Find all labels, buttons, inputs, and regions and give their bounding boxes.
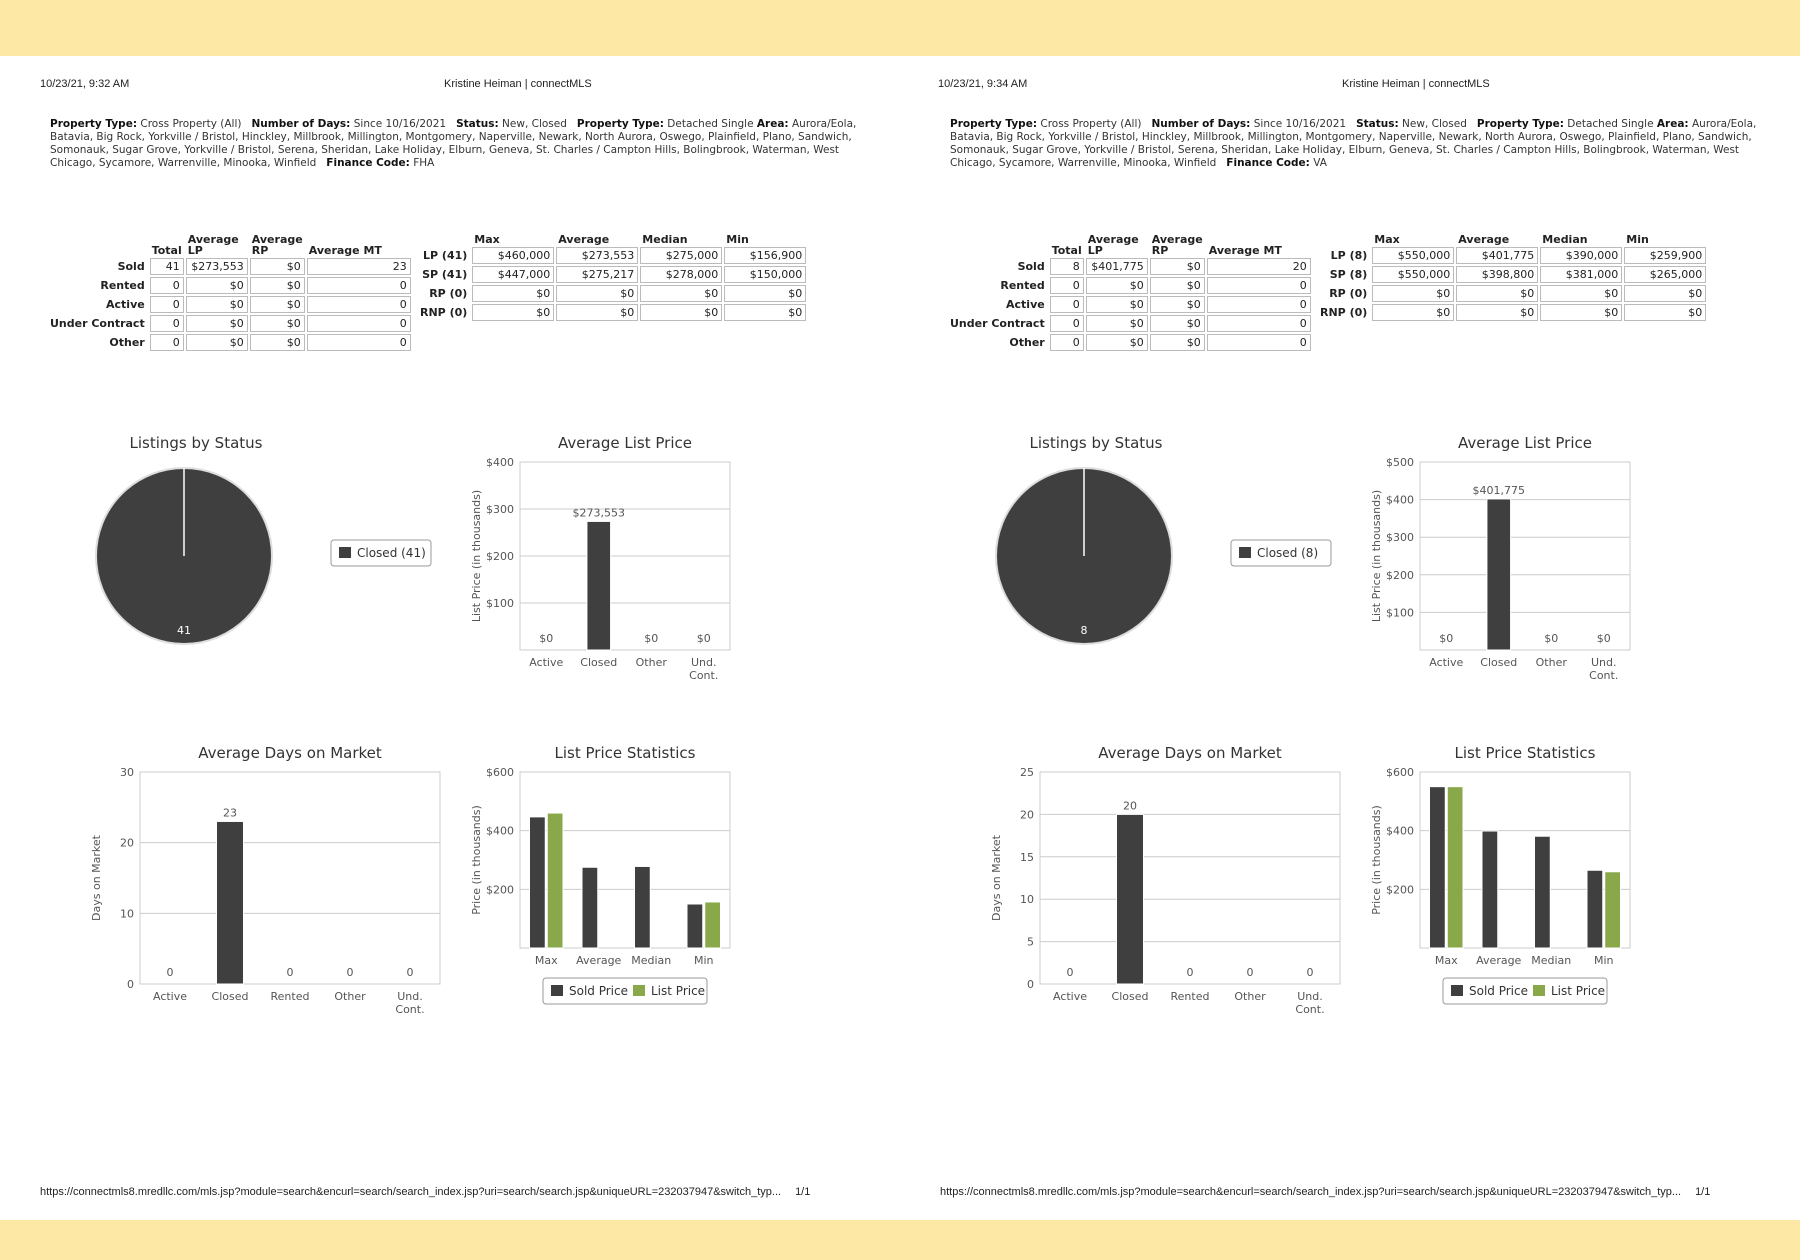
table-cell: $0 (1086, 296, 1148, 313)
criteria-label: Status: (456, 118, 499, 130)
table-cell: 20 (1207, 258, 1311, 275)
bar (547, 813, 563, 948)
x-tick-label: Closed (1111, 990, 1149, 1003)
table-cell: $0 (186, 334, 248, 351)
criteria-value: Detached Single (1567, 118, 1654, 130)
row-label: LP (41) (423, 249, 468, 262)
criteria-value: Detached Single (667, 118, 754, 130)
y-tick-label: $200 (486, 883, 514, 897)
bar (217, 821, 244, 984)
table-cell: $275,000 (640, 247, 722, 264)
footer-url: https://connectmls8.mredllc.com/mls.jsp?module=search&encurl=search/search_index.jsp?uri=search/search.jsp&uniqueURL=232037947&switch_typ... (40, 1186, 782, 1198)
table-cell: $0 (1540, 304, 1622, 321)
table-cell: $273,553 (186, 258, 248, 275)
data-label: $0 (539, 632, 554, 645)
table-cell: $550,000 (1372, 266, 1454, 283)
bar (1447, 787, 1463, 948)
criteria-label: Property Type: (950, 118, 1038, 130)
x-tick-label: Und. Cont. (1295, 990, 1325, 1016)
x-tick-label: Active (1429, 656, 1464, 669)
criteria-value: New, Closed (1402, 118, 1467, 130)
data-label: 0 (406, 966, 414, 979)
table-cell: 0 (150, 334, 184, 351)
x-tick-label: Other (334, 990, 366, 1003)
table-row (420, 266, 806, 283)
table-cell: $0 (1540, 285, 1622, 302)
table-cell: $0 (556, 304, 638, 321)
criteria-value: FHA (413, 157, 435, 169)
column-header: Average RP (251, 233, 303, 257)
table-cell: $0 (1150, 334, 1205, 351)
y-axis-label: Days on Market (990, 835, 1003, 921)
table-row (1320, 285, 1706, 302)
column-header: Average MT (308, 244, 382, 257)
table-cell: $0 (1372, 285, 1454, 302)
table-cell: $0 (250, 315, 305, 332)
report-page-left (0, 56, 900, 1220)
bar (687, 904, 703, 948)
y-tick-label: $200 (486, 550, 514, 563)
legend-label: Closed (8) (1257, 546, 1319, 560)
legend-label: List Price (651, 984, 706, 998)
row-label: RNP (0) (1320, 306, 1368, 319)
chart-title: Average Days on Market (198, 744, 382, 762)
y-tick-label: 15 (1020, 850, 1034, 864)
data-label: 0 (1246, 966, 1254, 979)
table-row (420, 285, 806, 302)
y-axis-label: Days on Market (90, 835, 103, 921)
status-summary-table (948, 232, 1313, 353)
y-tick-label: $400 (486, 824, 514, 838)
bar (1430, 787, 1446, 948)
pie-slice-label: 8 (1080, 624, 1088, 637)
chart-title: Listings by Status (129, 434, 263, 452)
table-row (950, 334, 1311, 351)
y-axis-label: List Price (in thousands) (1370, 489, 1383, 623)
plot-border (140, 772, 440, 984)
data-label: $401,775 (1472, 483, 1525, 497)
criteria-value: VA (1313, 157, 1327, 169)
print-site: Kristine Heiman | connectMLS (444, 78, 592, 90)
x-tick-label: Average (576, 954, 622, 967)
table-row (950, 258, 1311, 275)
table-cell: $550,000 (1372, 247, 1454, 264)
row-label: Other (1009, 336, 1045, 349)
bar (1605, 872, 1621, 948)
page-number: 1/1 (1695, 1186, 1711, 1198)
table-cell: 0 (307, 296, 411, 313)
row-label: Active (1006, 298, 1045, 311)
table-cell: $0 (250, 334, 305, 351)
table-cell: $156,900 (724, 247, 806, 264)
y-tick-label: $200 (1386, 883, 1414, 897)
column-header: Min (1626, 233, 1649, 246)
row-label: Sold (1017, 260, 1045, 273)
criteria-label: Area: (1656, 118, 1689, 130)
legend-swatch (339, 547, 351, 558)
column-header: Average RP (1151, 233, 1203, 257)
x-tick-label: Closed (580, 656, 618, 669)
table-cell: 0 (150, 277, 184, 294)
table-cell: $273,553 (556, 247, 638, 264)
footer-url: https://connectmls8.mredllc.com/mls.jsp?module=search&encurl=search/search_index.jsp?uri=search/search.jsp&uniqueURL=232037947&switch_typ... (940, 1186, 1682, 1198)
print-datetime: 10/23/21, 9:34 AM (938, 78, 1028, 90)
column-header: Average (558, 233, 610, 246)
table-cell: 23 (307, 258, 411, 275)
x-tick-label: Other (635, 656, 667, 669)
print-datetime: 10/23/21, 9:32 AM (40, 78, 130, 90)
row-label: Active (106, 298, 145, 311)
criteria-label: Number of Days: (251, 118, 351, 130)
table-cell: $0 (1456, 304, 1538, 321)
table-cell: 0 (1050, 296, 1084, 313)
row-label: RNP (0) (420, 306, 468, 319)
table-cell: $398,800 (1456, 266, 1538, 283)
row-label: Under Contract (50, 317, 145, 330)
row-label: RP (0) (1329, 287, 1368, 300)
table-cell: $0 (1150, 277, 1205, 294)
table-cell: $0 (640, 304, 722, 321)
criteria-label: Finance Code: (1226, 157, 1310, 169)
y-tick-label: $500 (1386, 456, 1414, 469)
print-site: Kristine Heiman | connectMLS (1342, 78, 1490, 90)
criteria-value: Cross Property (All) (140, 118, 242, 130)
bar (587, 521, 611, 650)
table-cell: $0 (1456, 285, 1538, 302)
row-label: Under Contract (950, 317, 1045, 330)
row-label: RP (0) (429, 287, 468, 300)
legend-label: Sold Price (569, 984, 628, 998)
data-label: $0 (644, 632, 659, 645)
y-tick-label: $400 (486, 456, 514, 469)
table-cell: $0 (724, 304, 806, 321)
column-header: Max (474, 233, 500, 246)
table-cell: $0 (250, 296, 305, 313)
chart-title: Average Days on Market (1098, 744, 1282, 762)
y-tick-label: $100 (486, 597, 514, 610)
average-list-price-chart (1360, 426, 1710, 726)
table-cell: 0 (1050, 334, 1084, 351)
table-cell: $401,775 (1086, 258, 1148, 275)
column-header: Average (1458, 233, 1510, 246)
price-stats-table (418, 232, 808, 323)
table-cell: $275,217 (556, 266, 638, 283)
y-tick-label: $600 (486, 766, 514, 779)
x-tick-label: Closed (211, 990, 249, 1003)
bar (1587, 870, 1603, 948)
table-cell: $381,000 (1540, 266, 1622, 283)
table-cell: $0 (472, 304, 554, 321)
price-stats-table (1318, 232, 1708, 323)
chart-title: Average List Price (1458, 434, 1592, 452)
legend-swatch (1239, 547, 1251, 558)
legend-swatch (1533, 985, 1545, 996)
x-tick-label: Median (631, 954, 672, 967)
search-criteria (50, 118, 870, 170)
table-cell: $150,000 (724, 266, 806, 283)
print-footer (40, 1186, 810, 1198)
criteria-label: Finance Code: (326, 157, 410, 169)
column-header: Total (151, 244, 182, 257)
x-tick-label: Rented (270, 990, 310, 1003)
criteria-value: Cross Property (All) (1040, 118, 1142, 130)
column-header: Median (642, 233, 688, 246)
print-footer (940, 1186, 1710, 1198)
column-header: Average MT (1208, 244, 1282, 257)
criteria-label: Property Type: (1476, 118, 1564, 130)
data-label: $0 (1596, 632, 1611, 645)
table-row (1320, 247, 1706, 264)
criteria-label: Property Type: (50, 118, 138, 130)
x-tick-label: Active (1052, 990, 1088, 1003)
x-tick-label: Rented (1170, 990, 1210, 1003)
y-tick-label: 0 (1027, 978, 1034, 991)
table-cell: $460,000 (472, 247, 554, 264)
data-label: $273,553 (572, 506, 625, 520)
y-tick-label: $400 (1386, 493, 1414, 507)
table-row (50, 258, 411, 275)
y-tick-label: $100 (1386, 606, 1414, 620)
table-cell: 41 (150, 258, 184, 275)
listings-by-status-chart (80, 426, 460, 726)
y-tick-label: 30 (120, 766, 134, 779)
table-cell: $0 (186, 315, 248, 332)
y-tick-label: $400 (1386, 824, 1414, 838)
table-cell: $0 (1624, 304, 1706, 321)
x-tick-label: Average (1476, 954, 1522, 967)
y-tick-label: $600 (1386, 766, 1414, 779)
legend-label: List Price (1551, 984, 1606, 998)
row-label: LP (8) (1330, 249, 1368, 262)
data-label: 23 (223, 806, 237, 820)
y-tick-label: 10 (120, 907, 134, 921)
table-cell: 0 (307, 315, 411, 332)
table-cell: $259,900 (1624, 247, 1706, 264)
table-row (1320, 266, 1706, 283)
pie-slice-label: 41 (177, 624, 191, 637)
bar (582, 867, 598, 948)
table-cell: 0 (1050, 315, 1084, 332)
legend-swatch (551, 985, 563, 996)
table-row (50, 315, 411, 332)
bar (530, 817, 546, 948)
bar (1487, 499, 1511, 650)
criteria-label: Property Type: (576, 118, 664, 130)
criteria-value: New, Closed (502, 118, 567, 130)
column-header: Max (1374, 233, 1400, 246)
criteria-label: Status: (1356, 118, 1399, 130)
chart-title: Average List Price (558, 434, 692, 452)
table-cell: $0 (472, 285, 554, 302)
data-label: 0 (1066, 966, 1074, 979)
x-tick-label: Und. Cont. (1589, 656, 1619, 682)
table-cell: $0 (186, 277, 248, 294)
list-price-statistics-chart (460, 736, 810, 1086)
table-cell: $0 (1086, 315, 1148, 332)
listings-by-status-chart (980, 426, 1360, 726)
x-tick-label: Active (152, 990, 188, 1003)
status-summary-table (48, 232, 413, 353)
data-label: 0 (1186, 966, 1194, 979)
y-tick-label: $300 (1386, 531, 1414, 545)
table-cell: $0 (1086, 277, 1148, 294)
table-cell: $401,775 (1456, 247, 1538, 264)
legend-swatch (1451, 985, 1463, 996)
chart-title: Listings by Status (1029, 434, 1163, 452)
data-label: 0 (286, 966, 294, 979)
x-tick-label: Max (1434, 954, 1458, 967)
table-row (50, 296, 411, 313)
table-cell: 0 (1207, 334, 1311, 351)
bar (635, 866, 651, 948)
row-label: Other (109, 336, 145, 349)
x-tick-label: Min (693, 954, 714, 967)
row-label: SP (41) (422, 268, 468, 281)
y-tick-label: 20 (120, 836, 134, 850)
column-header: Total (1051, 244, 1082, 257)
table-cell: 0 (1207, 277, 1311, 294)
x-tick-label: Median (1531, 954, 1572, 967)
table-row (420, 304, 806, 321)
page-number: 1/1 (795, 1186, 811, 1198)
data-label: 0 (1306, 966, 1314, 979)
row-label: Rented (1000, 279, 1045, 292)
table-cell: $0 (640, 285, 722, 302)
y-tick-label: 0 (127, 978, 134, 991)
bar (1535, 836, 1551, 948)
table-row (50, 277, 411, 294)
x-tick-label: Other (1535, 656, 1567, 669)
table-cell: 0 (150, 315, 184, 332)
data-label: 20 (1123, 799, 1137, 813)
table-cell: $0 (556, 285, 638, 302)
table-cell: $0 (250, 258, 305, 275)
data-label: $0 (696, 632, 711, 645)
table-row (420, 247, 806, 264)
average-days-on-market-chart (980, 736, 1360, 1086)
data-label: $0 (1439, 632, 1454, 645)
row-label: Sold (117, 260, 145, 273)
table-cell: $0 (1150, 296, 1205, 313)
average-days-on-market-chart (80, 736, 460, 1086)
criteria-label: Number of Days: (1151, 118, 1251, 130)
bar (1117, 814, 1144, 984)
y-tick-label: $200 (1386, 568, 1414, 582)
y-axis-label: Price (in thousands) (1370, 805, 1383, 915)
x-tick-label: Und. Cont. (395, 990, 425, 1016)
criteria-value: Since 10/16/2021 (1253, 118, 1347, 130)
table-row (1320, 304, 1706, 321)
chart-title: List Price Statistics (1454, 744, 1596, 762)
bar (705, 902, 721, 948)
x-tick-label: Min (1593, 954, 1614, 967)
x-tick-label: Max (534, 954, 558, 967)
x-tick-label: Active (529, 656, 564, 669)
table-cell: $0 (250, 277, 305, 294)
table-cell: $390,000 (1540, 247, 1622, 264)
table-cell: $0 (724, 285, 806, 302)
table-cell: 0 (1207, 296, 1311, 313)
table-cell: $0 (1150, 315, 1205, 332)
column-header: Min (726, 233, 749, 246)
data-label: 0 (166, 966, 174, 979)
table-row (950, 277, 1311, 294)
row-label: Rented (100, 279, 145, 292)
row-label: SP (8) (1329, 268, 1368, 281)
column-header: Average LP (187, 233, 239, 257)
bar (1482, 831, 1498, 948)
list-price-statistics-chart (1360, 736, 1710, 1086)
y-tick-label: 5 (1027, 935, 1034, 949)
criteria-value: Aurora/Eola, Batavia, Big Rock, Yorkville / Bristol, Hinckley, Millbrook, Millington, Montgomery, Naperville, Newark, North Aurora, Oswego, Plainfield, Plano, Sandwich, Somonauk, Sugar Grove, Yorkville / Bristol, Serena, Sheridan, Lake Holiday, Elburn, Geneva, St. Charles / Campton Hills, Bolingbrook, Waterman, West Chicago, Sycamore, Warrenville, Minooka, Winfield (950, 118, 1757, 169)
data-label: 0 (346, 966, 354, 979)
search-criteria (950, 118, 1770, 170)
y-tick-label: 10 (1020, 893, 1034, 907)
table-cell: 0 (1207, 315, 1311, 332)
table-cell: 0 (150, 296, 184, 313)
table-cell: 0 (307, 277, 411, 294)
x-tick-label: Other (1234, 990, 1266, 1003)
criteria-value: Aurora/Eola, Batavia, Big Rock, Yorkville / Bristol, Hinckley, Millbrook, Millington, Montgomery, Naperville, Newark, North Aurora, Oswego, Plainfield, Plano, Sandwich, Somonauk, Sugar Grove, Yorkville / Bristol, Serena, Sheridan, Lake Holiday, Elburn, Geneva, St. Charles / Campton Hills, Bolingbrook, Waterman, West Chicago, Sycamore, Warrenville, Minooka, Winfield (50, 118, 857, 169)
plot-border (1420, 462, 1630, 650)
y-tick-label: $300 (486, 503, 514, 516)
chart-title: List Price Statistics (554, 744, 696, 762)
table-cell: $447,000 (472, 266, 554, 283)
report-page-right (900, 56, 1800, 1220)
y-axis-label: Price (in thousands) (470, 805, 483, 915)
y-tick-label: 20 (1020, 808, 1034, 822)
legend-swatch (633, 985, 645, 996)
table-row (950, 296, 1311, 313)
table-cell: $0 (1150, 258, 1205, 275)
table-cell: 8 (1050, 258, 1084, 275)
x-tick-label: Closed (1480, 656, 1518, 669)
data-label: $0 (1544, 632, 1559, 645)
table-row (50, 334, 411, 351)
table-cell: $0 (1372, 304, 1454, 321)
average-list-price-chart (460, 426, 810, 726)
table-cell: $0 (186, 296, 248, 313)
legend-label: Sold Price (1469, 984, 1528, 998)
y-tick-label: 25 (1020, 766, 1034, 779)
table-cell: $0 (1086, 334, 1148, 351)
table-cell: $278,000 (640, 266, 722, 283)
column-header: Average LP (1087, 233, 1139, 257)
legend-label: Closed (41) (357, 546, 426, 560)
x-tick-label: Und. Cont. (689, 656, 719, 682)
column-header: Median (1542, 233, 1588, 246)
criteria-label: Area: (756, 118, 789, 130)
table-cell: $0 (1624, 285, 1706, 302)
y-axis-label: List Price (in thousands) (470, 489, 483, 623)
table-row (950, 315, 1311, 332)
plot-border (1040, 772, 1340, 984)
table-cell: $265,000 (1624, 266, 1706, 283)
table-cell: 0 (307, 334, 411, 351)
table-cell: 0 (1050, 277, 1084, 294)
criteria-value: Since 10/16/2021 (353, 118, 447, 130)
